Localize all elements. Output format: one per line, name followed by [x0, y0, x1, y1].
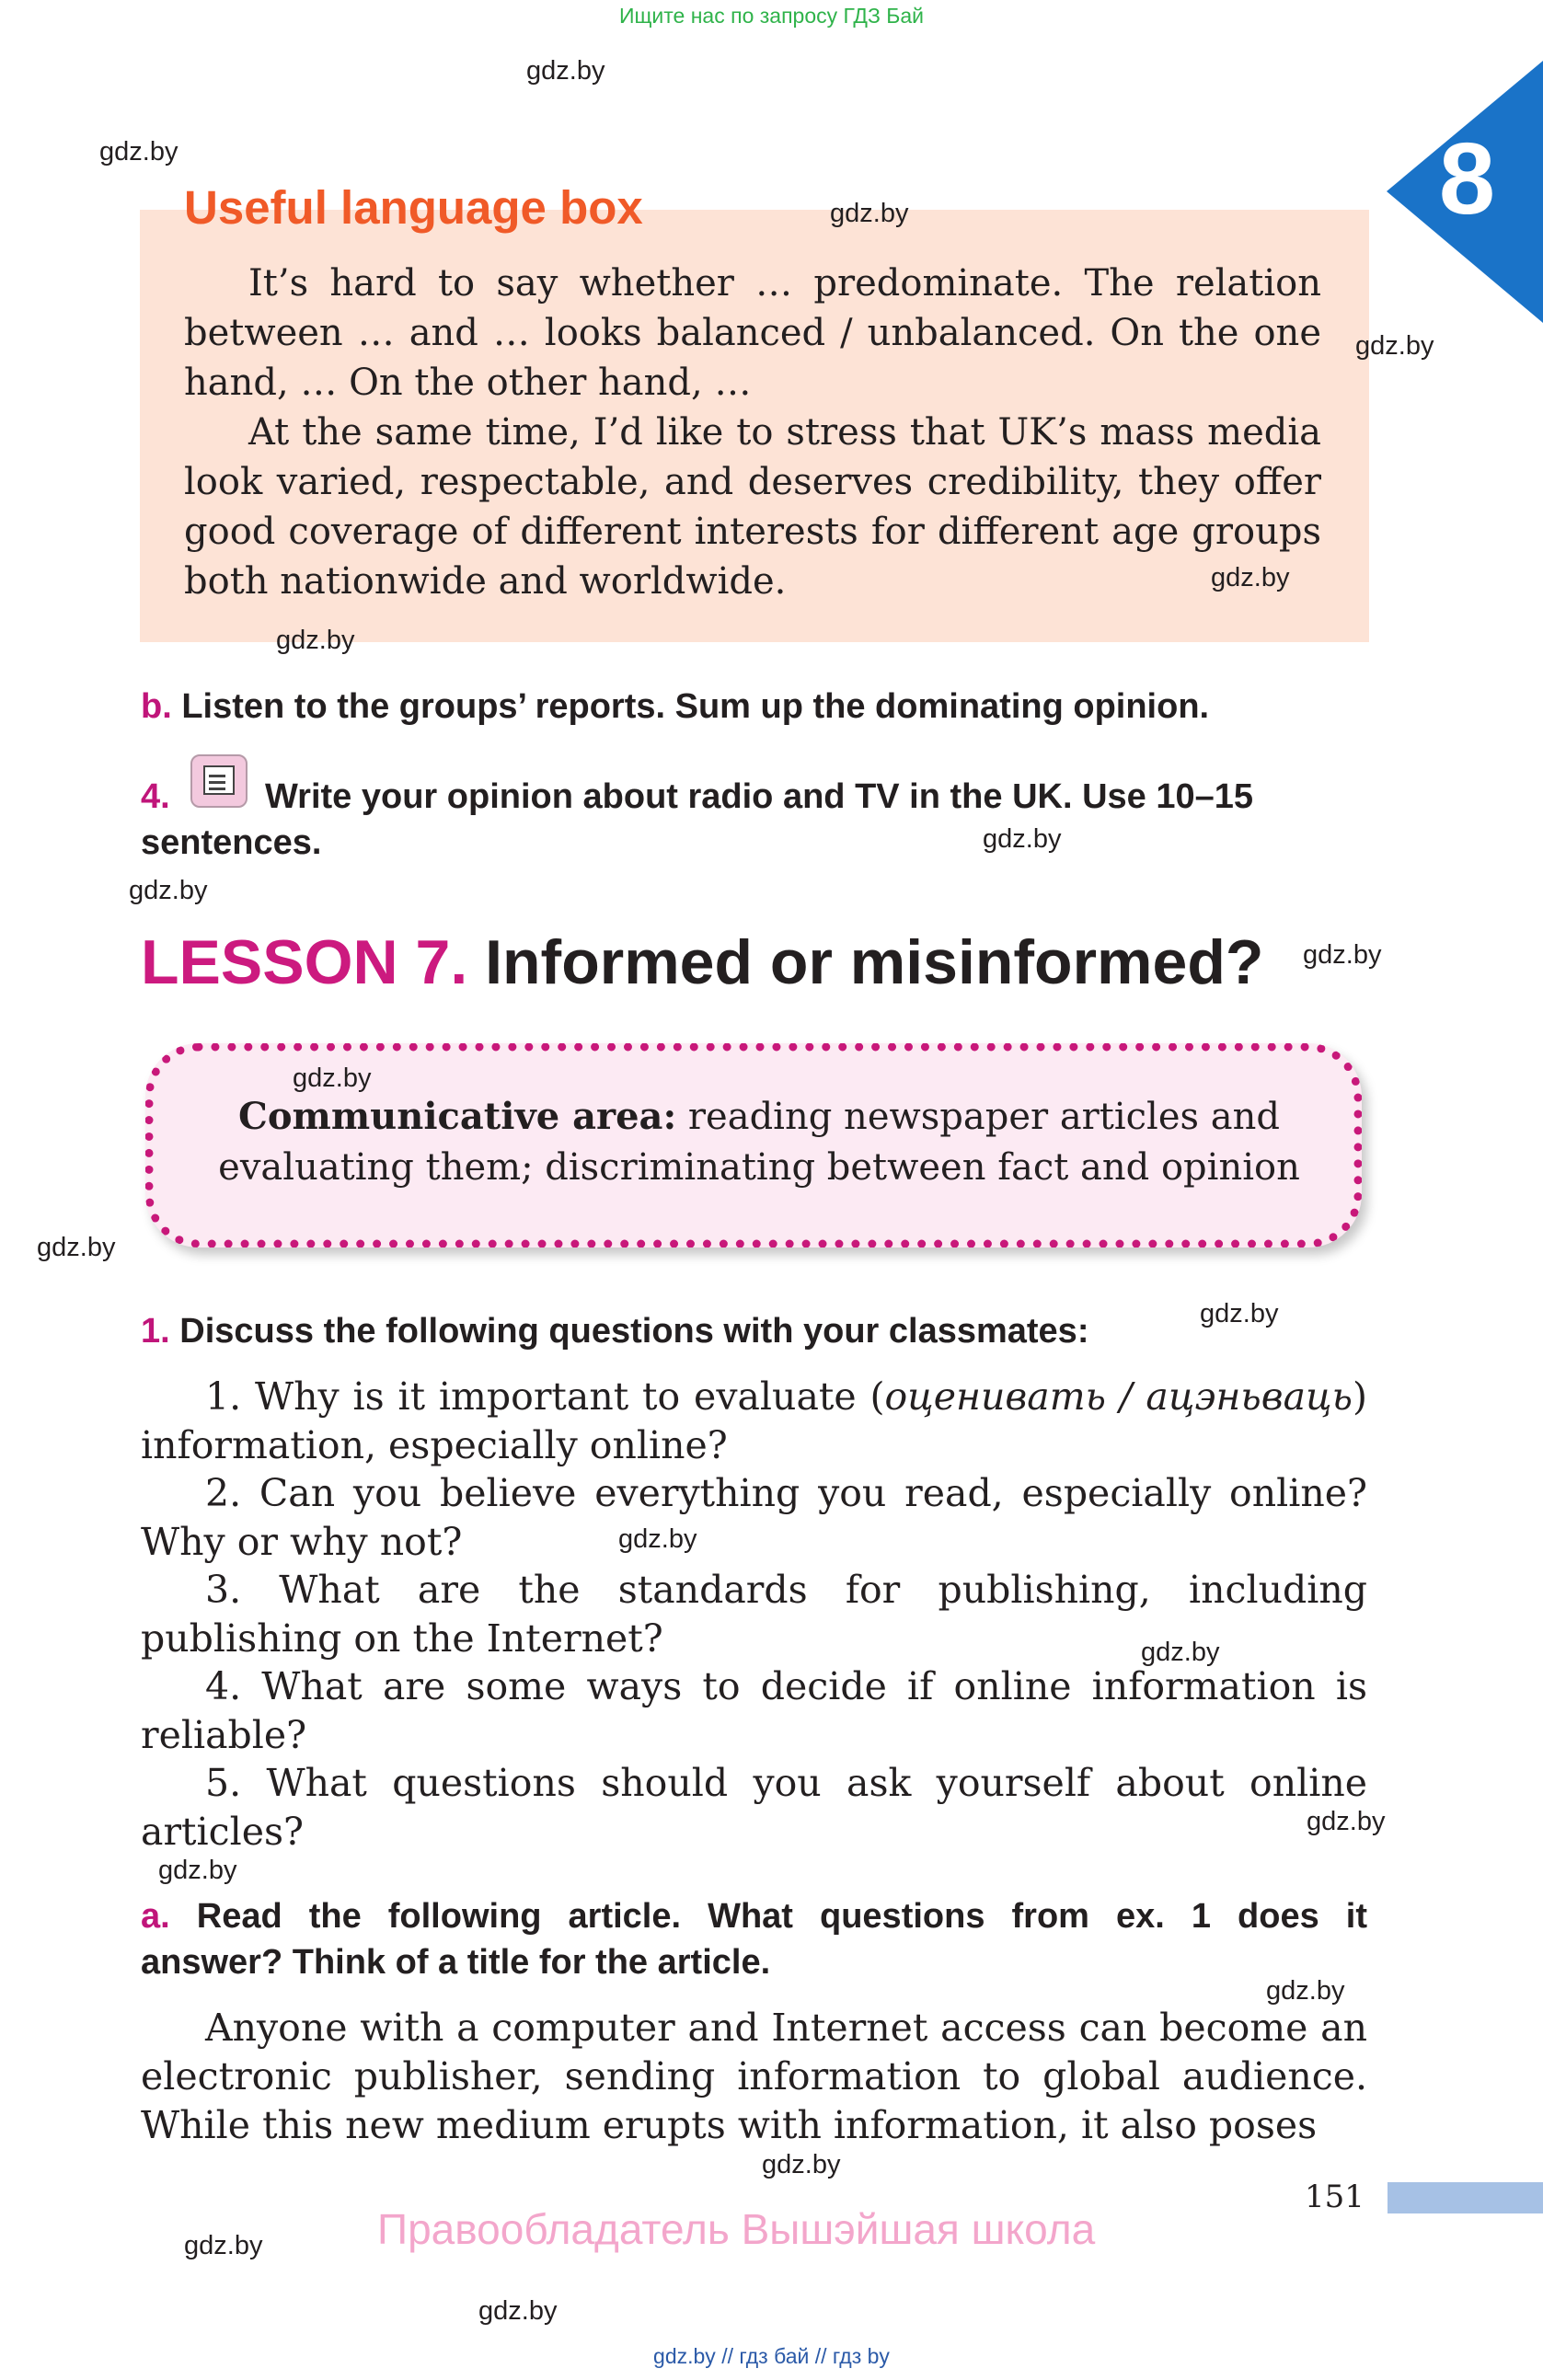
watermark: gdz.by	[1141, 1638, 1220, 1667]
task-b	[141, 684, 1374, 730]
watermark: gdz.by	[478, 2296, 558, 2326]
task-4-marker: 4.	[141, 777, 170, 816]
watermark: gdz.by	[1211, 563, 1290, 592]
watermark: gdz.by	[158, 1856, 237, 1885]
task-a-text-2: answer? Think of a title for the article.	[141, 1943, 771, 1982]
question-5: 5. What questions should you ask yourself about online articles?	[141, 1761, 1367, 1854]
task-1-marker: 1.	[141, 1312, 170, 1351]
question-1: 1. Why is it important to evaluate (оценивать / ацэньваць) information, especially online?	[141, 1374, 1367, 1467]
task-4-text-2: sentences.	[141, 823, 322, 862]
communicative-area-description: reading newspaper articles and evaluating them; discriminating between fact and opinion	[218, 1096, 1300, 1189]
rights-holder: Правообладатель Вышэйшая школа	[377, 2205, 1096, 2253]
task-b-marker: b.	[141, 687, 172, 726]
watermark: gdz.by	[293, 1064, 372, 1093]
watermark: gdz.by	[1200, 1299, 1279, 1328]
page-number-bar	[1388, 2182, 1543, 2213]
watermark: gdz.by	[1303, 940, 1382, 970]
question-3: 3. What are the standards for publishing, including publishing on the Internet?	[141, 1568, 1367, 1661]
watermark: gdz.by	[129, 876, 208, 905]
page-number: 151	[1305, 2179, 1365, 2215]
unit-number: 8	[1438, 122, 1495, 236]
task-a-text-1: Read the following article. What questions from ex. 1 does it	[196, 1897, 1367, 1936]
questions-list	[141, 1373, 1367, 1856]
lesson-title: Informed or misinformed?	[485, 927, 1264, 997]
watermark: gdz.by	[618, 1524, 697, 1554]
task-4-text-1: Write your opinion about radio and TV in the UK. Use 10–15	[265, 777, 1254, 816]
article-text	[141, 2004, 1367, 2150]
question-2: 2. Can you believe everything you read, especially online? Why or why not?	[141, 1471, 1367, 1564]
watermark: gdz.by	[99, 137, 178, 167]
communicative-area-label: Communicative area:	[238, 1095, 677, 1138]
useful-language-para-2: At the same time, I’d like to stress that UK’s mass media look varied, respectable, and deserves credibility, they offer good coverage of different interests for different age groups both nationwide and worldwide.	[184, 411, 1321, 603]
watermark: gdz.by	[37, 1233, 116, 1262]
top-search-note: Ищите нас по запросу ГДЗ Бай	[618, 4, 925, 28]
watermark: gdz.by	[1266, 1976, 1345, 2006]
watermark: gdz.by	[983, 824, 1062, 854]
watermark: gdz.by	[276, 626, 355, 655]
lesson-heading	[141, 927, 1264, 997]
writing-icon	[190, 754, 248, 808]
useful-language-para-1: It’s hard to say whether … predominate. The relation between … and … looks balanced / unbalanced. On the one hand, … On the other hand, …	[184, 262, 1321, 404]
task-4-line-1	[141, 774, 170, 820]
useful-language-box-text	[184, 259, 1321, 606]
watermark: gdz.by	[184, 2231, 263, 2260]
footer-links: gdz.by // гдз бай // гдз by	[653, 2344, 890, 2368]
watermark: gdz.by	[830, 199, 909, 228]
watermark: gdz.by	[1307, 1807, 1386, 1836]
lesson-number: LESSON 7.	[141, 927, 468, 997]
task-a-line-1	[141, 1893, 1367, 1939]
watermark: gdz.by	[762, 2150, 841, 2179]
article-paragraph: Anyone with a computer and Internet access can become an electronic publisher, sending information to global audience. While this new medium erupts with information, it also poses	[141, 2006, 1367, 2147]
useful-language-box-title: Useful language box	[184, 181, 643, 234]
communicative-area-text	[202, 1091, 1316, 1193]
task-1	[141, 1308, 1088, 1354]
watermark: gdz.by	[1355, 331, 1434, 361]
task-a-marker: a.	[141, 1897, 170, 1936]
task-1-text: Discuss the following questions with your classmates:	[179, 1312, 1089, 1351]
task-b-text: Listen to the groups’ reports. Sum up the dominating opinion.	[181, 687, 1210, 726]
question-4: 4. What are some ways to decide if online information is reliable?	[141, 1664, 1367, 1757]
watermark: gdz.by	[526, 56, 605, 86]
